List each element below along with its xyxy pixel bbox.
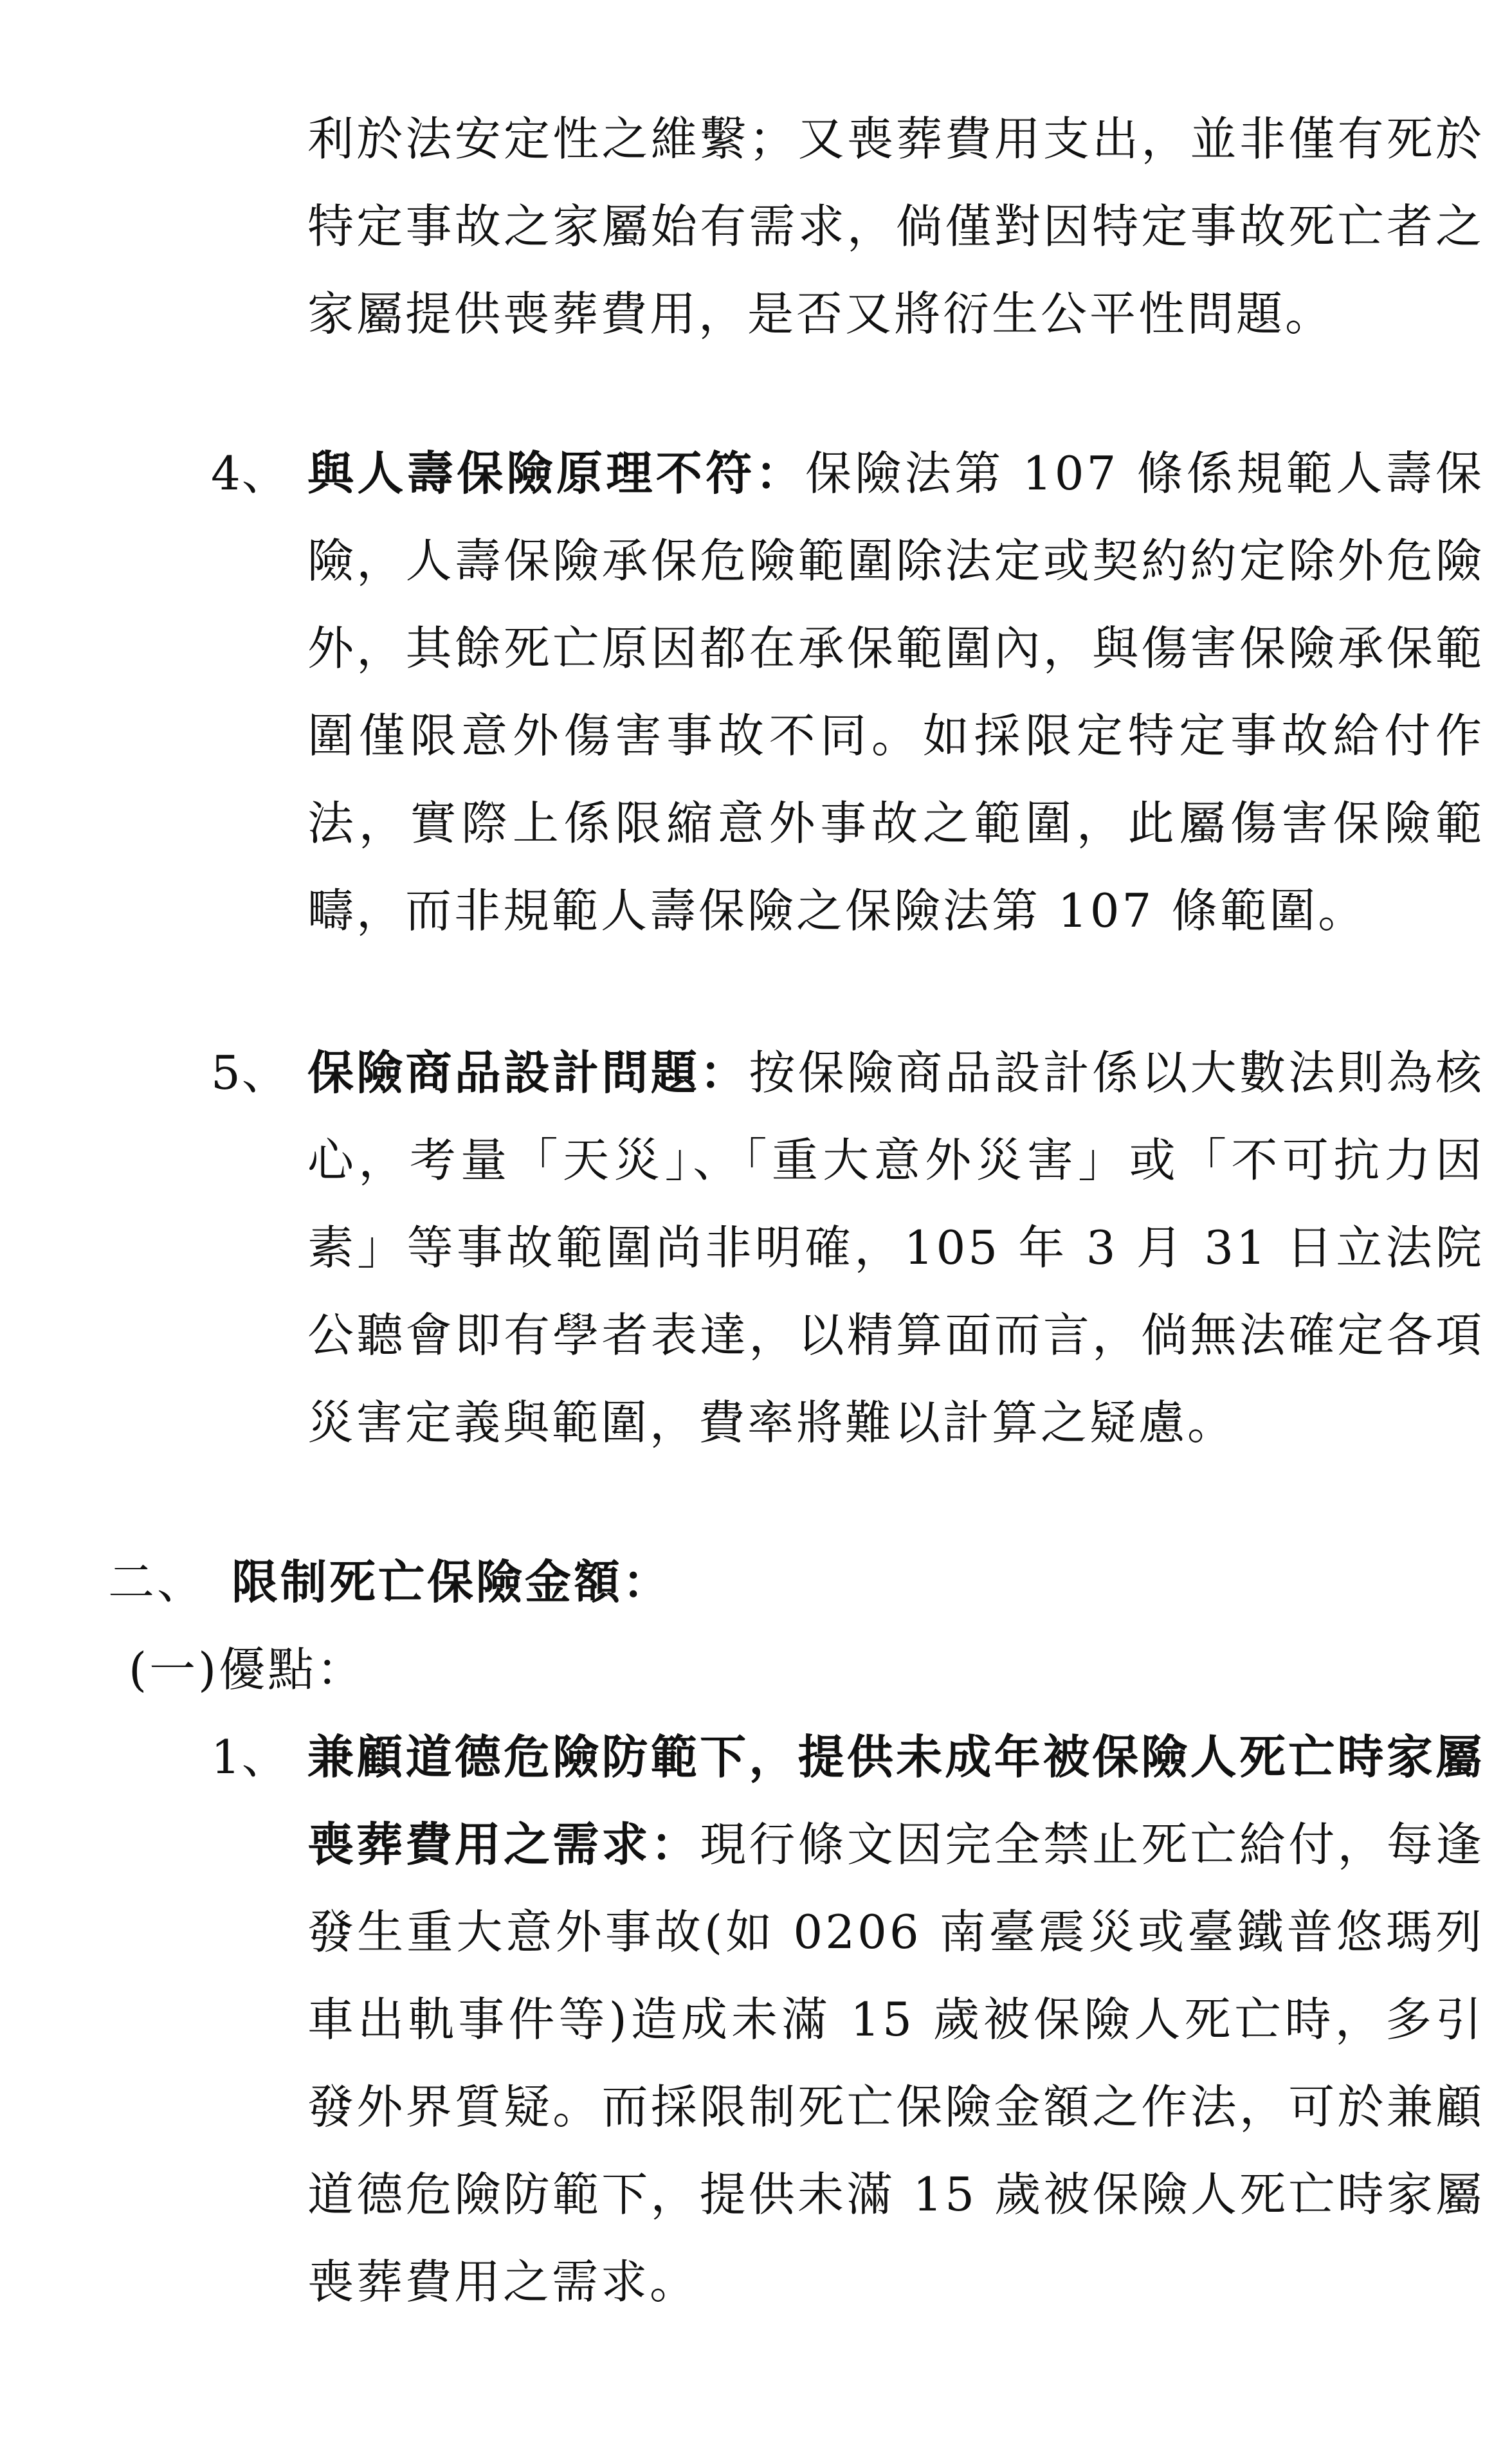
item-number: 5、 <box>211 1046 289 1100</box>
intro-paragraph <box>307 95 1484 358</box>
item-number: 4、 <box>211 446 289 500</box>
item-body <box>307 430 1484 954</box>
item-heading: 兼顧道德危險防範下，提供未成年被保險人死亡時家屬喪葬費用之需求： <box>307 1729 1484 1872</box>
item-heading: 保險商品設計問題： <box>307 1045 749 1100</box>
item-text: 按保險商品設計係以大數法則為核心，考量「天災」、「重大意外災害」或「不可抗力因素」等事故範圍尚非明確，105 年 3 月 31 日立法院公聽會即有學者表達，以精算面而言，倘無法確定各項災害定義與範圍，費率將難以計算之疑慮。 <box>307 1046 1484 1450</box>
item-body <box>307 1029 1484 1466</box>
list-item-5 <box>211 1029 1484 1466</box>
item-number: 1、 <box>211 1730 289 1784</box>
list-item-1 <box>211 1713 1484 2326</box>
section-number: 二、 <box>108 1555 206 1609</box>
subsection-label: (一)優點： <box>129 1643 366 1697</box>
subsection-heading-1 <box>129 1626 365 1713</box>
item-text: 保險法第 107 條係規範人壽保險，人壽保險承保危險範圍除法定或契約約定除外危險外，其餘死亡原因都在承保範圍內，與傷害保險承保範圍僅限意外傷害事故不同。如採限定特定事故給付作法，實際上係限縮意外事故之範圍，此屬傷害保險範疇，而非規範人壽保險之保險法第 107 條範圍。 <box>307 446 1484 938</box>
item-text: 現行條文因完全禁止死亡給付，每逢發生重大意外事故(如 0206 南臺震災或臺鐵普悠瑪列車出軌事件等)造成未滿 15 歲被保險人死亡時，多引發外界質疑。而採限制死亡保險金額之作法，可於兼顧道德危險防範下，提供未滿 15 歲被保險人死亡時家屬喪葬費用之需求。 <box>307 1818 1484 2309</box>
intro-text: 利於法安定性之維繫；又喪葬費用支出，並非僅有死於特定事故之家屬始有需求，倘僅對因特定事故死亡者之家屬提供喪葬費用，是否又將衍生公平性問題。 <box>307 112 1484 341</box>
section-title: 限制死亡保險金額： <box>232 1554 672 1609</box>
section-heading-2 <box>108 1538 671 1626</box>
item-body <box>307 1713 1484 2326</box>
list-item-4 <box>211 430 1484 954</box>
item-heading: 與人壽保險原理不符： <box>307 446 805 500</box>
